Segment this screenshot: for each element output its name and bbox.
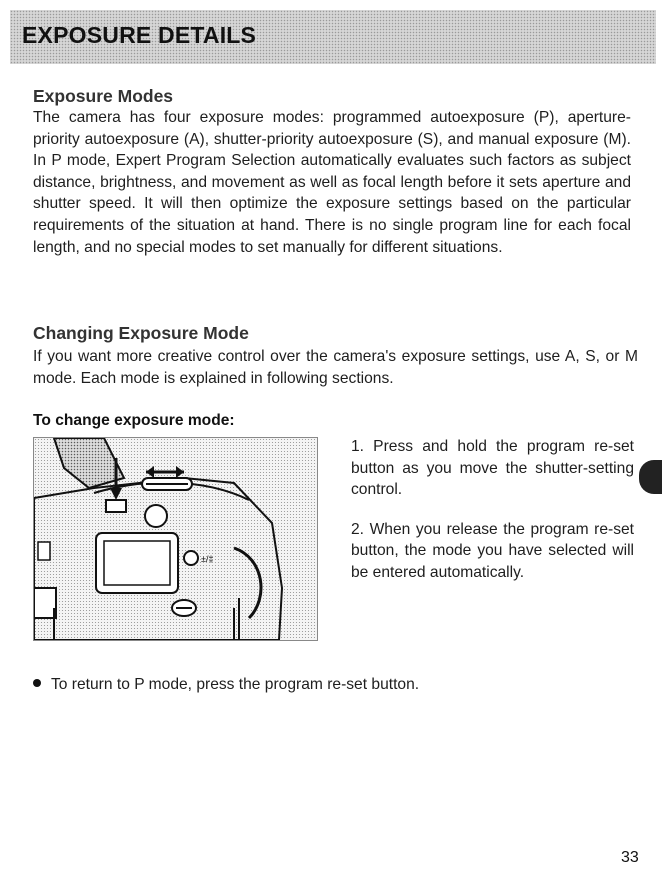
page-edge-tab	[639, 460, 662, 494]
steps-list	[351, 436, 634, 602]
bullet-icon	[33, 679, 41, 687]
return-note-text: To return to P mode, press the program re-set button.	[51, 676, 420, 693]
step-1: 1. Press and hold the program re-set button as you move the shutter-setting control.	[351, 438, 634, 499]
mode-mark-text: ±/‡	[201, 554, 214, 564]
page-number: 33	[621, 849, 639, 866]
section-heading-exposure-modes: Exposure Modes	[33, 86, 174, 106]
lcd-panel	[96, 533, 178, 593]
return-note	[33, 676, 419, 694]
camera-top-illustration	[33, 437, 318, 641]
procedure-heading: To change exposure mode:	[33, 412, 235, 429]
camera-drawing	[34, 438, 317, 640]
round-button	[145, 505, 167, 527]
step-2: 2. When you release the program re-set button, the mode you have selected will be entered automatically.	[351, 520, 634, 581]
strap-lug	[34, 588, 56, 618]
section-heading-changing-mode: Changing Exposure Mode	[33, 323, 249, 343]
program-reset-button	[106, 500, 126, 512]
changing-mode-paragraph: If you want more creative control over the camera's exposure settings, use A, S, or M mode. Each mode is explained in following sections.	[33, 348, 638, 387]
exposure-modes-paragraph: The camera has four exposure modes: programmed autoexposure (P), aperture-priority autoexposure (A), shutter-priority autoexposure (S), and manual exposure (M). In P mode, Expert Program Selection automatically evaluates such factors as subject distance, brightness, and movement as well as focal length before it sets aperture and shutter speed. It will then optimize the exposure settings based on the particular requirements of the situation at hand. There is no single program line for each focal length, and no special modes to set manually for different situations.	[33, 109, 631, 256]
page-title: EXPOSURE DETAILS	[22, 22, 257, 48]
